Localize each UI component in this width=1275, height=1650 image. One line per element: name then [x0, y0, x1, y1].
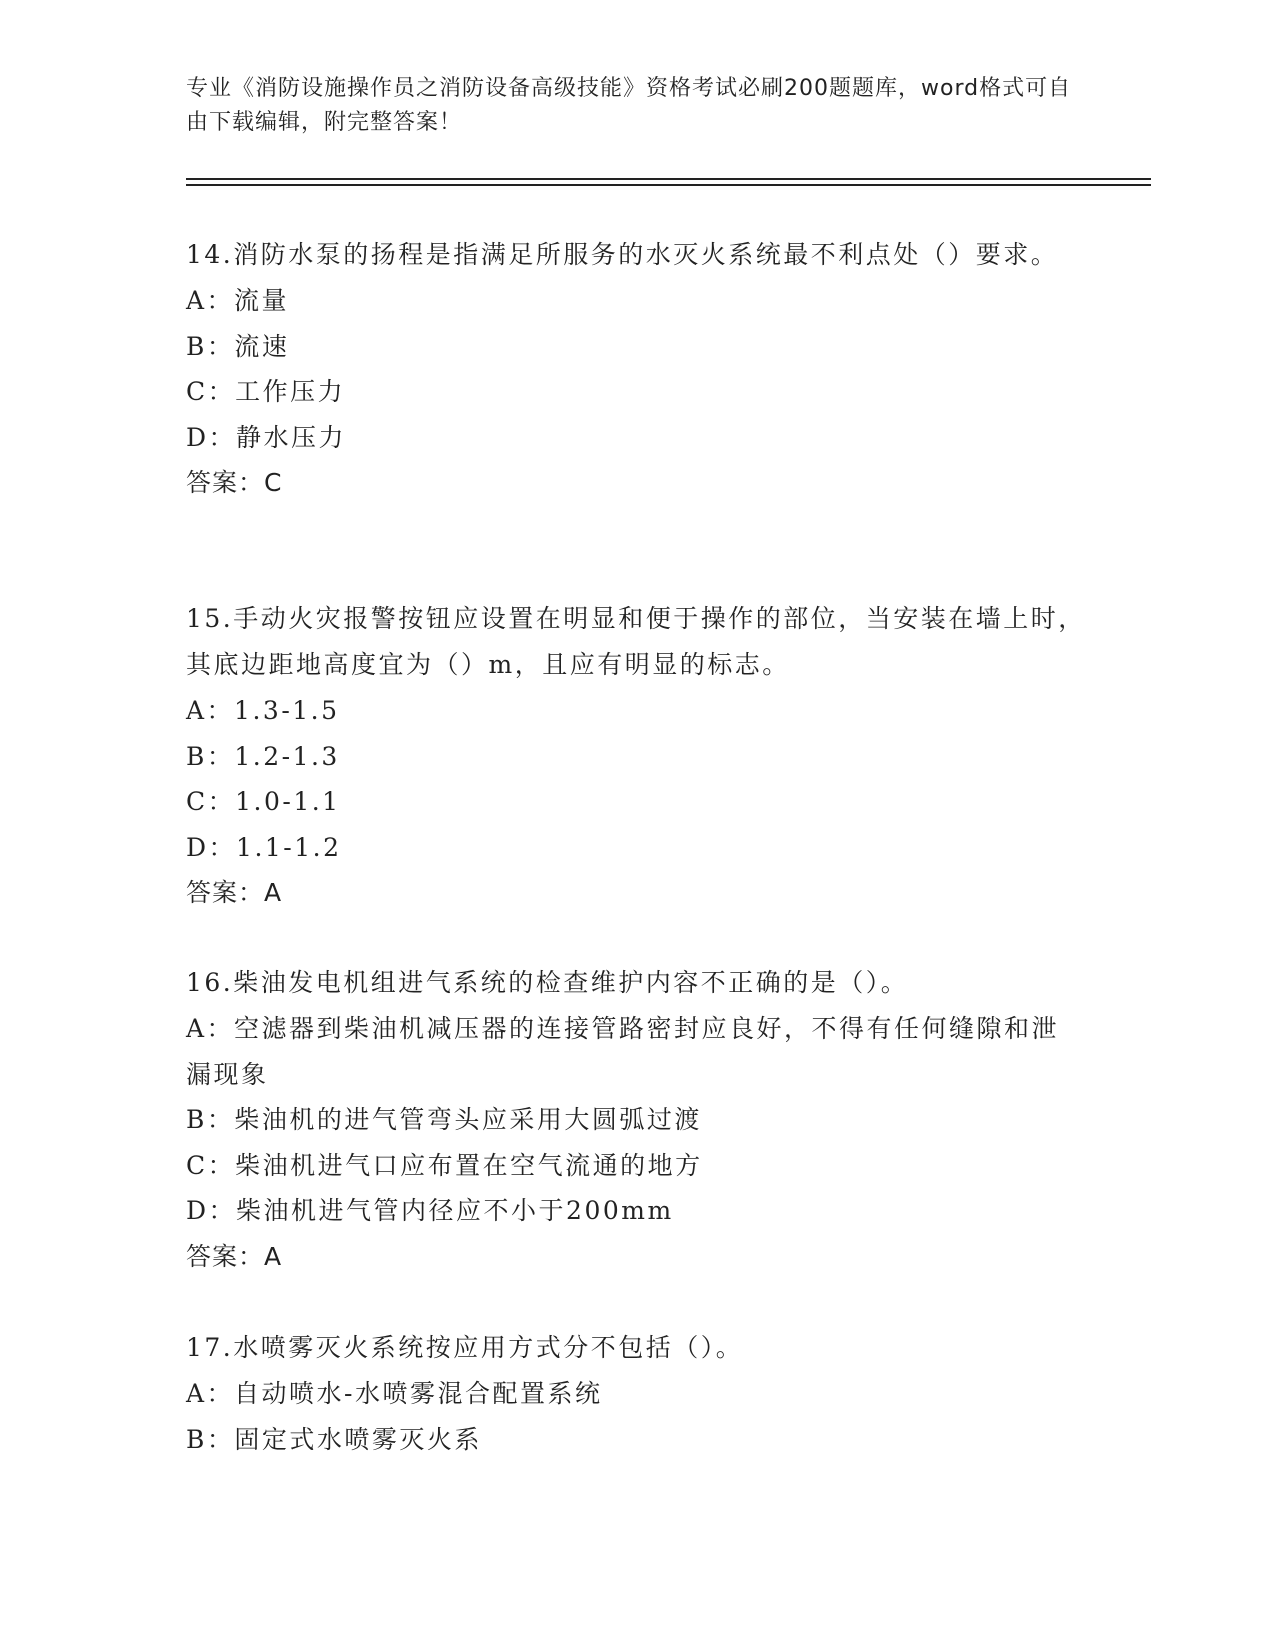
question-16 [186, 960, 1086, 1280]
option-a: A：1.3-1.5 [186, 696, 340, 725]
document-header: 专业《消防设施操作员之消防设备高级技能》资格考试必刷200题题库，word格式可自由下载编辑，附完整答案！ [186, 76, 1072, 135]
option-a: A：自动喷水-水喷雾混合配置系统 [186, 1379, 603, 1408]
option-b: B：流速 [186, 331, 290, 361]
question-17 [186, 1325, 1086, 1462]
option-d: D：静水压力 [186, 422, 347, 452]
question-stem: 15.手动火灾报警按钮应设置在明显和便于操作的部位，当安装在墙上时，其底边距地高度宜为（）m，且应有明显的标志。 [186, 604, 1086, 679]
option-d: D：柴油机进气管内径应不小于200mm [186, 1196, 674, 1225]
option-a: A：空滤器到柴油机减压器的连接管路密封应良好，不得有任何缝隙和泄漏现象 [186, 1014, 1060, 1089]
question-stem: 14.消防水泵的扬程是指满足所服务的水灭火系统最不利点处（）要求。 [186, 240, 1059, 269]
option-b: B：1.2-1.3 [186, 741, 340, 771]
header-rule-top [186, 178, 1151, 180]
option-a: A：流量 [186, 286, 290, 315]
question-stem: 17.水喷雾灭火系统按应用方式分不包括（）。 [186, 1333, 744, 1362]
option-c: C：柴油机进气口应布置在空气流通的地方 [186, 1150, 703, 1180]
question-15 [186, 596, 1086, 916]
question-14 [186, 232, 1086, 506]
option-c: C：1.0-1.1 [186, 787, 341, 816]
answer: 答案：A [186, 1241, 283, 1271]
option-c: C：工作压力 [186, 377, 346, 406]
question-stem: 16.柴油发电机组进气系统的检查维护内容不正确的是（）。 [186, 968, 909, 997]
answer: 答案：C [186, 468, 283, 497]
option-b: B：柴油机的进气管弯头应采用大圆弧过渡 [186, 1105, 702, 1134]
option-b: B：固定式水喷雾灭火系 [186, 1424, 482, 1454]
header-rule-bottom [186, 184, 1151, 186]
answer: 答案：A [186, 878, 283, 907]
option-d: D：1.1-1.2 [186, 832, 342, 862]
